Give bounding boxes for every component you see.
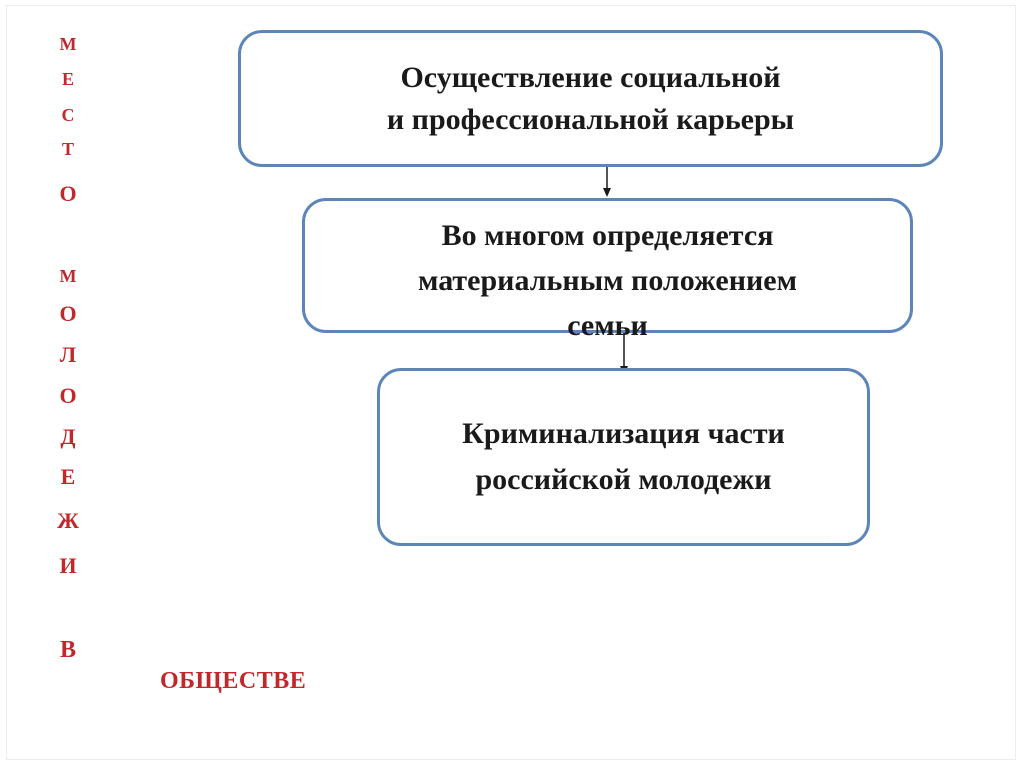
vertical-letter: Л	[59, 342, 77, 367]
flow-box-material-status	[302, 198, 913, 342]
box-text-line: Во многом определяется	[441, 219, 774, 252]
vertical-letter: В	[59, 637, 76, 663]
vertical-letter: С	[61, 105, 75, 125]
box-text-line: Криминализация части	[462, 417, 785, 450]
vertical-letter: Е	[60, 464, 76, 489]
flow-box-criminalization	[377, 368, 870, 546]
vertical-letter: И	[59, 553, 77, 578]
vertical-letter: Д	[60, 424, 76, 449]
box-text-line: материальным положением	[417, 264, 798, 297]
box-text-line: и профессиональной карьеры	[386, 102, 795, 136]
box-text-line: семьи	[567, 309, 648, 342]
box-text-line: Осуществление социальной	[400, 60, 781, 94]
vertical-letter: Е	[61, 69, 74, 89]
vertical-letter: О	[59, 301, 77, 326]
arrow-1-to-2	[603, 167, 611, 197]
flow-box-social-career	[238, 30, 943, 167]
vertical-letter: Ж	[57, 508, 79, 533]
box-text-line: российской молодежи	[475, 463, 772, 496]
vertical-letter: М	[59, 266, 77, 286]
vertical-letter: Т	[61, 139, 74, 159]
title-bottom-word: ОБЩЕСТВЕ	[160, 668, 307, 694]
vertical-letter: О	[59, 383, 77, 408]
vertical-letter: М	[59, 34, 77, 54]
vertical-letter: О	[59, 181, 77, 206]
